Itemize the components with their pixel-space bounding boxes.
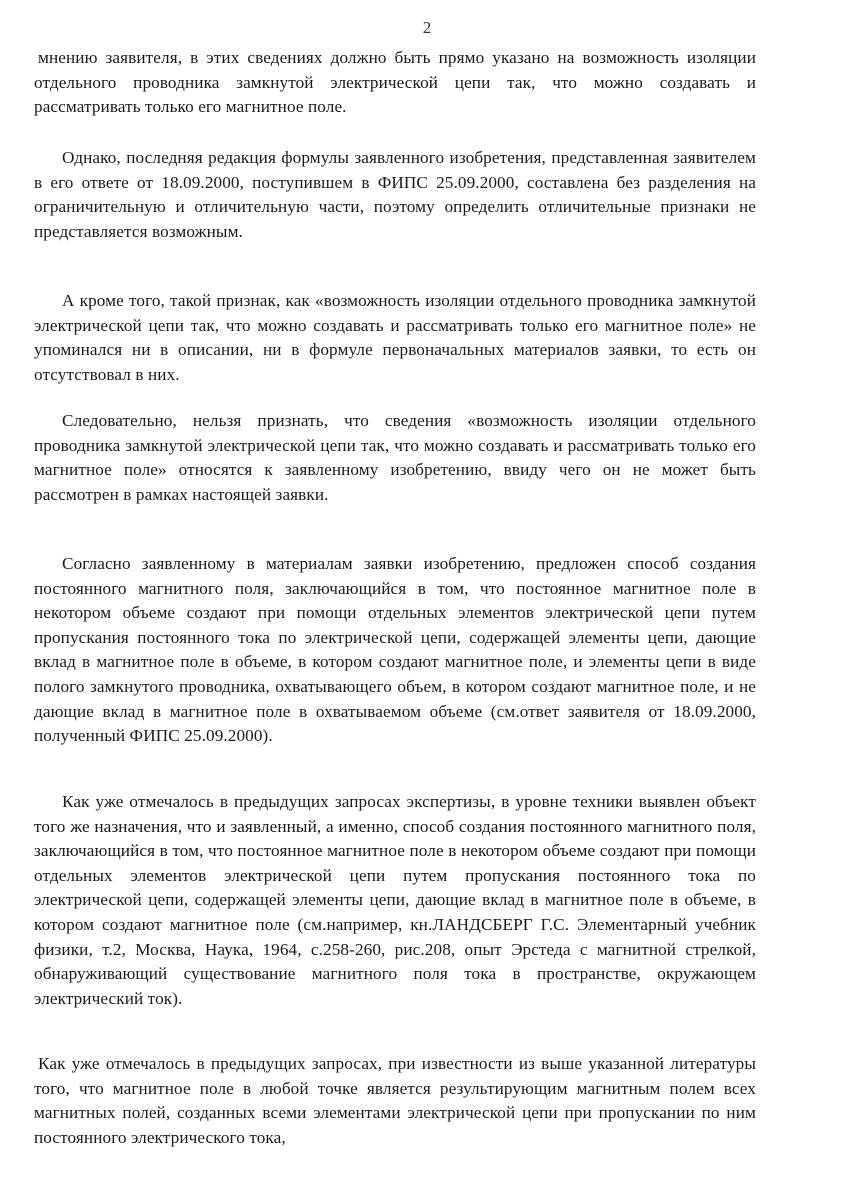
- paragraph-3: А кроме того, такой признак, как «возможность изоляции отдельного проводника замкнутой электрической цепи так, что можно создавать и рассматривать только его магнитное поле» не упоминался ни в описании, ни в формуле первоначальных материалов заявки, то есть он отсутствовал в них.: [34, 291, 756, 384]
- paragraph-1: мнению заявителя, в этих сведениях должно быть прямо указано на возможность изоляции отдельного проводника замкнутой электрической цепи так, что можно создавать и рассматривать только его магнитное поле.: [34, 48, 756, 117]
- paragraph-5: Согласно заявленному в материалам заявки изобретению, предложен способ создания постоянного магнитного поля, заключающийся в том, что постоянное магнитное поле в некотором объеме создают при помощи отдельных элементов электрической цепи путем пропускания постоянного тока по электрической цепи, содержащей элементы цепи, дающие вклад в магнитное поле в объеме, в котором создают магнитное поле, и элементы цепи в виде полого замкнутого проводника, охватывающего объем, в котором создают магнитное поле, и не дающие вклад в магнитное поле в охватываемом объеме (см.ответ заявителя от 18.09.2000, полученный ФИПС 25.09.2000).: [34, 554, 756, 746]
- paragraph-4: Следовательно, нельзя признать, что сведения «возможность изоляции отдельного проводника замкнутой электрической цепи так, что можно создавать и рассматривать только его магнитное поле» относятся к заявленному изобретению, ввиду чего он не может быть рассмотрен в рамках настоящей заявки.: [34, 411, 756, 504]
- paragraph-2: Однако, последняя редакция формулы заявленного изобретения, представленная заявителем в его ответе от 18.09.2000, поступившем в ФИПС 25.09.2000, составлена без разделения на ограничительную и отличительную части, поэтому определить отличительные признаки не представляется возможным.: [34, 148, 756, 241]
- page-number: 2: [422, 18, 432, 37]
- paragraph-7: Как уже отмечалось в предыдущих запросах, при известности из выше указанной литературы того, что магнитное поле в любой точке является результирующим магнитным полем всех магнитных полей, созданных всеми элементами электрической цепи при пропускании по ним постоянного электрического тока,: [34, 1054, 756, 1147]
- paragraph-6: Как уже отмечалось в предыдущих запросах экспертизы, в уровне техники выявлен объект того же назначения, что и заявленный, а именно, способ создания постоянного магнитного поля, заключающийся в том, что постоянное магнитное поле в некотором объеме создают при помощи отдельных элементов электрической цепи путем пропускания постоянного тока по электрической цепи, содержащей элементы цепи, дающие вклад в магнитное поле в объеме, в котором создают магнитное поле (см.например, кн.ЛАНДСБЕРГ Г.С. Элементарный учебник физики, т.2, Москва, Наука, 1964, с.258-260, рис.208, опыт Эрстеда с магнитной стрелкой, обнаруживающий существование магнитного поля тока в пространстве, окружающем электрический ток).: [34, 792, 756, 1008]
